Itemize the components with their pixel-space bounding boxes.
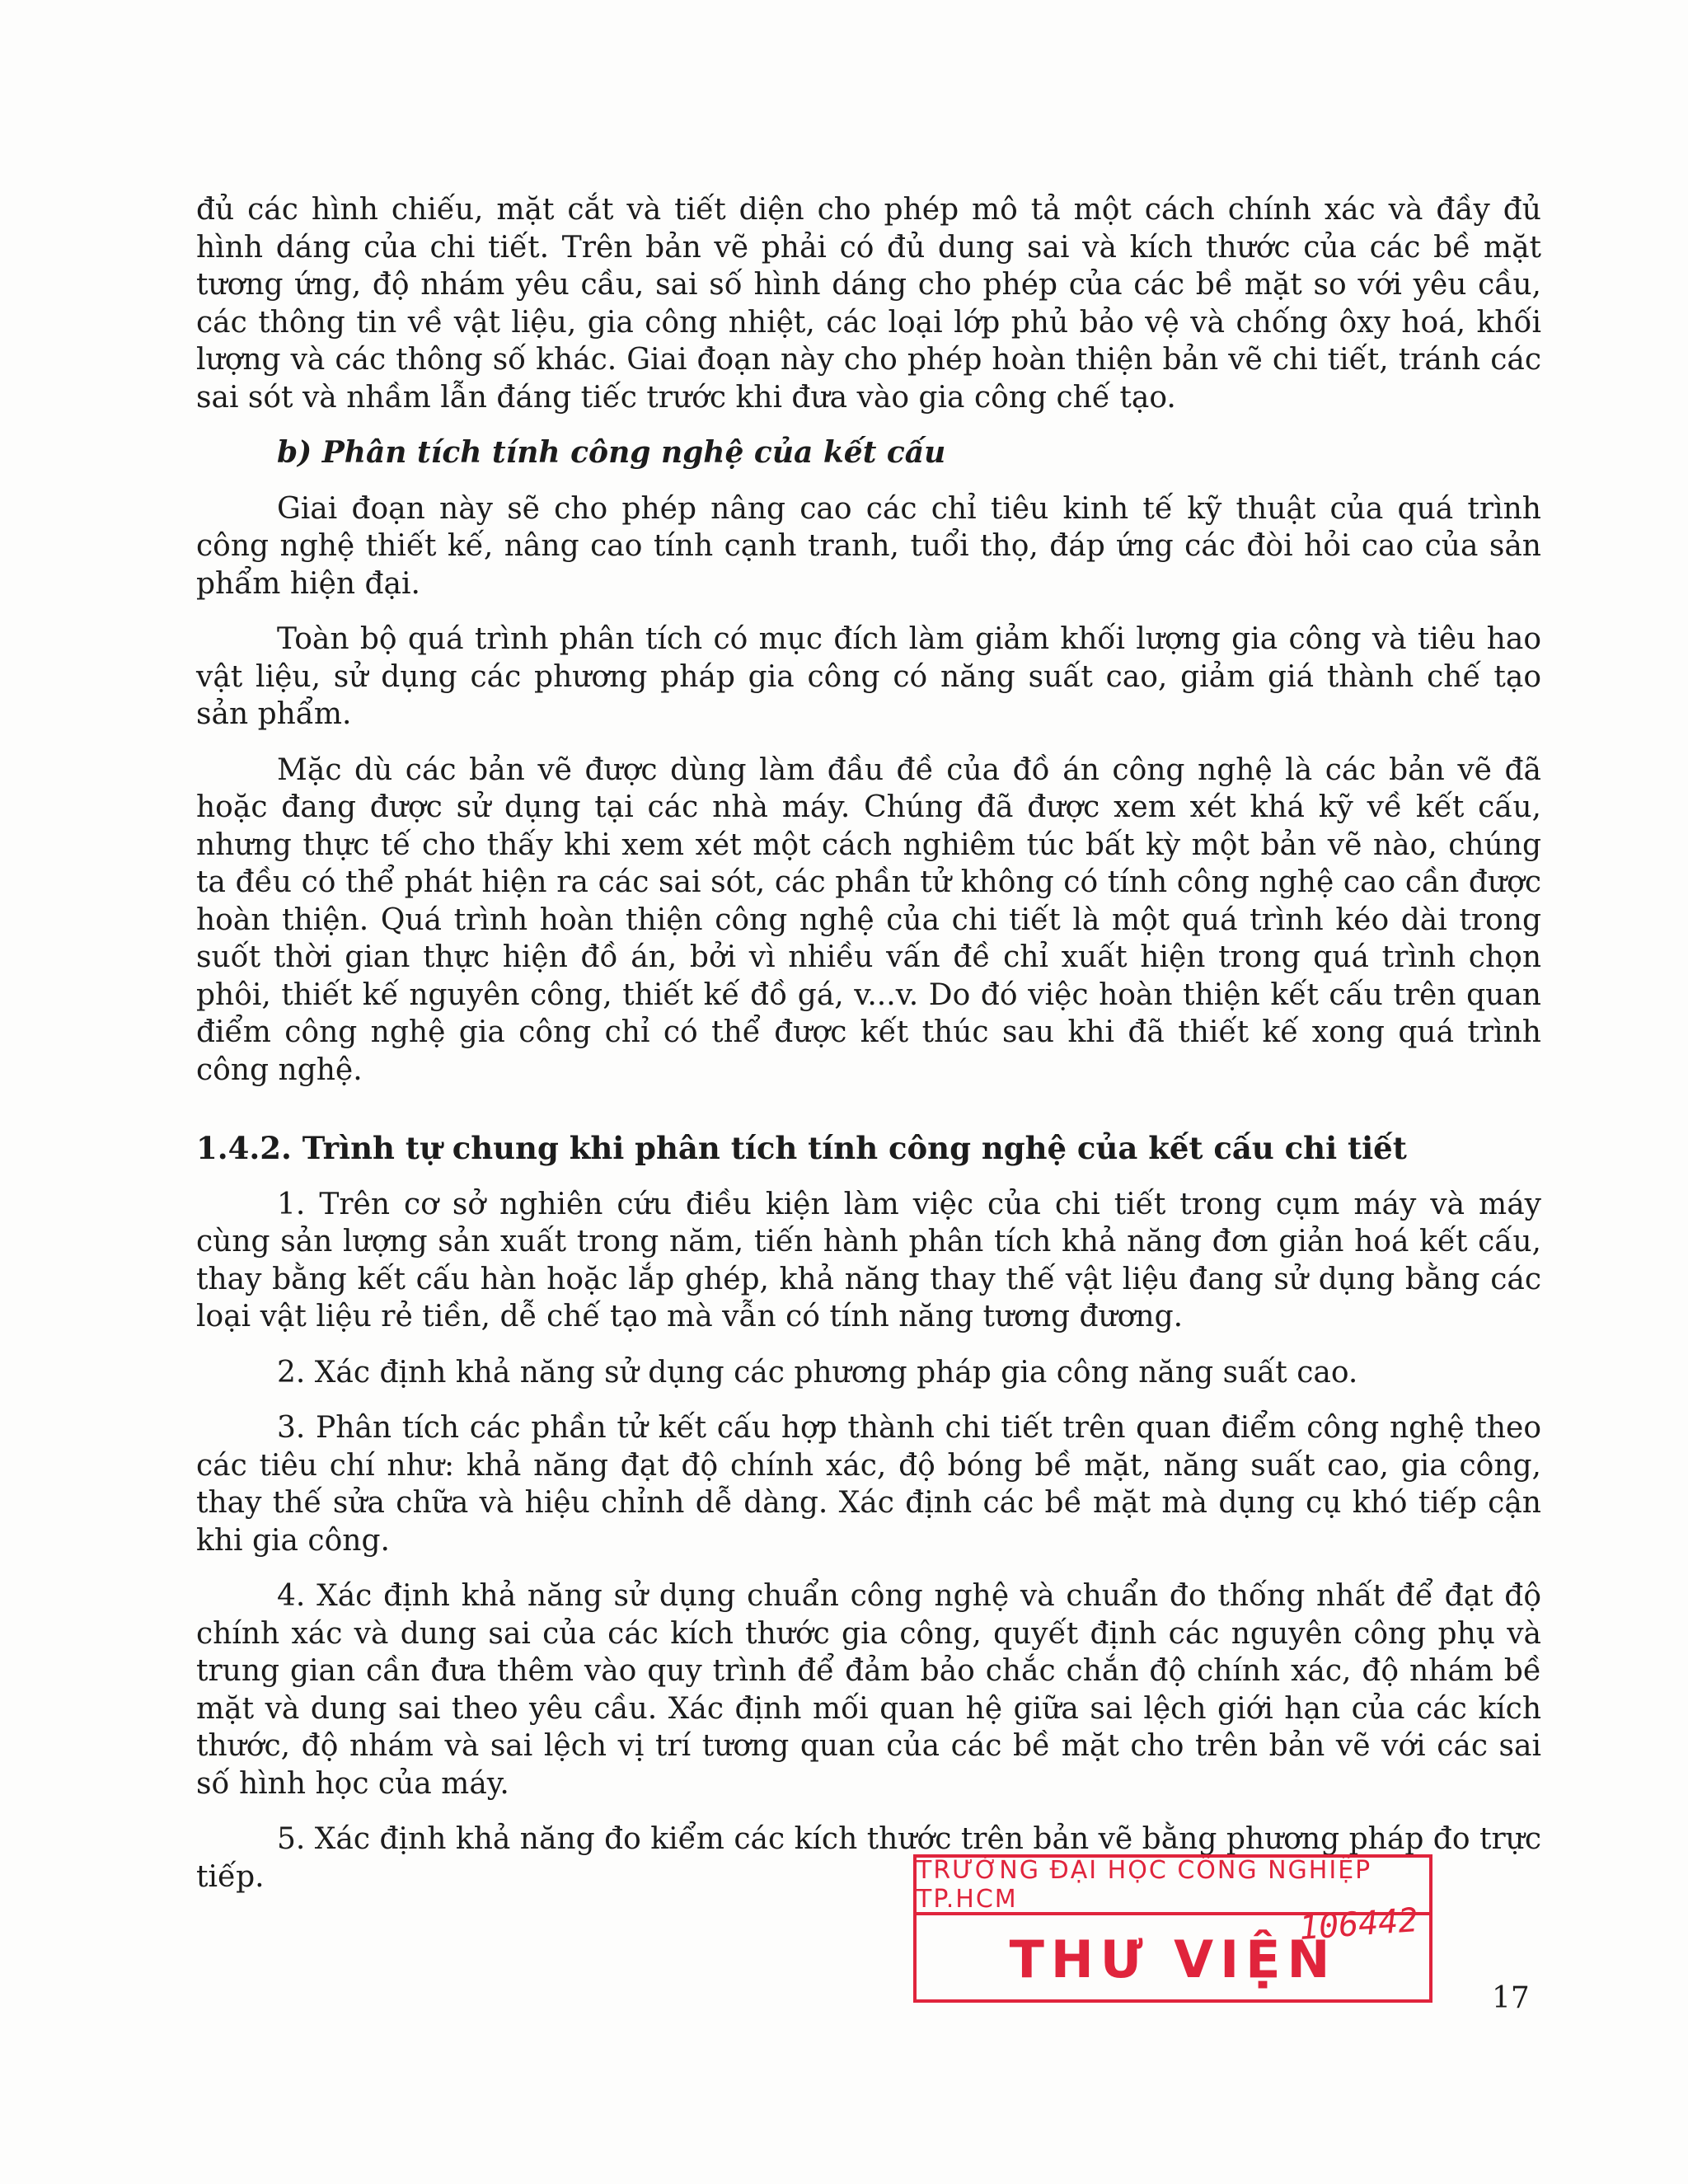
page-body: [196, 191, 1541, 1896]
step-5: 5. Xác định khả năng đo kiểm các kích thước trên bản vẽ bằng phương pháp đo trực tiếp.: [196, 1822, 1541, 1894]
subheading-b: b) Phân tích tính công nghệ của kết cấu: [277, 435, 946, 470]
stamp-institution: TRƯỜNG ĐẠI HỌC CÔNG NGHIỆP TP.HCM: [917, 1858, 1429, 1915]
paragraph-intro: đủ các hình chiếu, mặt cắt và tiết diện cho phép mô tả một cách chính xác và đầy đủ hình dáng của chi tiết. Trên bản vẽ phải có đủ dung sai và kích thước của các bề mặt tương ứng, độ nhám yêu cầu, sai số hình dáng cho phép của các bề mặt so với yêu cầu, các thông tin về vật liệu, gia công nhiệt, các loại lớp phủ bảo vệ và chống ôxy hoá, khối lượng và các thông số khác. Giai đoạn này cho phép hoàn thiện bản vẽ chi tiết, tránh các sai sót và nhầm lẫn đáng tiếc trước khi đưa vào gia công chế tạo.: [196, 193, 1541, 415]
paragraph-b-2: Toàn bộ quá trình phân tích có mục đích làm giảm khối lượng gia công và tiêu hao vật liệu, sử dụng các phương pháp gia công có năng suất cao, giảm giá thành chế tạo sản phẩm.: [196, 622, 1541, 731]
stamp-library-label: THƯ VIỆN: [1009, 1929, 1337, 1990]
section-heading-1-4-2: 1.4.2. Trình tự chung khi phân tích tính công nghệ của kết cấu chi tiết: [196, 1130, 1407, 1166]
step-3: 3. Phân tích các phần tử kết cấu hợp thành chi tiết trên quan điểm công nghệ theo các tiêu chí như: khả năng đạt độ chính xác, độ bóng bề mặt, năng suất cao, gia công, thay thế sửa chữa và hiệu chỉnh dễ dàng. Xác định các bề mặt mà dụng cụ khó tiếp cận khi gia công.: [196, 1411, 1541, 1558]
step-4: 4. Xác định khả năng sử dụng chuẩn công nghệ và chuẩn đo thống nhất để đạt độ chính xác và dung sai của các kích thước gia công, quyết định các nguyên công phụ và trung gian cần đưa thêm vào quy trình để đảm bảo chắc chắn độ chính xác, độ nhám bề mặt và dung sai theo yêu cầu. Xác định mối quan hệ giữa sai lệch giới hạn của các kích thước, độ nhám và sai lệch vị trí tương quan của các bề mặt cho trên bản vẽ với các sai số hình học của máy.: [196, 1579, 1541, 1801]
paragraph-b-3: Mặc dù các bản vẽ được dùng làm đầu đề của đồ án công nghệ là các bản vẽ đã hoặc đang được sử dụng tại các nhà máy. Chúng đã được xem xét khá kỹ về kết cấu, nhưng thực tế cho thấy khi xem xét một cách nghiêm túc bất kỳ một bản vẽ nào, chúng ta đều có thể phát hiện ra các sai sót, các phần tử không có tính công nghệ cao cần được hoàn thiện. Quá trình hoàn thiện công nghệ của chi tiết là một quá trình kéo dài trong suốt thời gian thực hiện đồ án, bởi vì nhiều vấn đề chỉ xuất hiện trong quá trình chọn phôi, thiết kế nguyên công, thiết kế đồ gá, v...v. Do đó việc hoàn thiện kết cấu trên quan điểm công nghệ gia công chỉ có thể được kết thúc sau khi đã thiết kế xong quá trình công nghệ.: [196, 752, 1541, 1087]
stamp-handwritten-number: 106442: [1297, 1901, 1419, 1947]
paragraph-b-1: Giai đoạn này sẽ cho phép nâng cao các chỉ tiêu kinh tế kỹ thuật của quá trình công nghệ thiết kế, nâng cao tính cạnh tranh, tuổi thọ, đáp ứng các đòi hỏi cao của sản phẩm hiện đại.: [196, 491, 1541, 601]
step-1: 1. Trên cơ sở nghiên cứu điều kiện làm việc của chi tiết trong cụm máy và máy cùng sản lượng sản xuất trong năm, tiến hành phân tích khả năng đơn giản hoá kết cấu, thay bằng kết cấu hàn hoặc lắp ghép, khả năng thay thế vật liệu đang sử dụng bằng các loại vật liệu rẻ tiền, dễ chế tạo mà vẫn có tính năng tương đương.: [196, 1187, 1541, 1333]
step-2: 2. Xác định khả năng sử dụng các phương pháp gia công năng suất cao.: [277, 1355, 1358, 1390]
page-number: 17: [1492, 1981, 1530, 2015]
